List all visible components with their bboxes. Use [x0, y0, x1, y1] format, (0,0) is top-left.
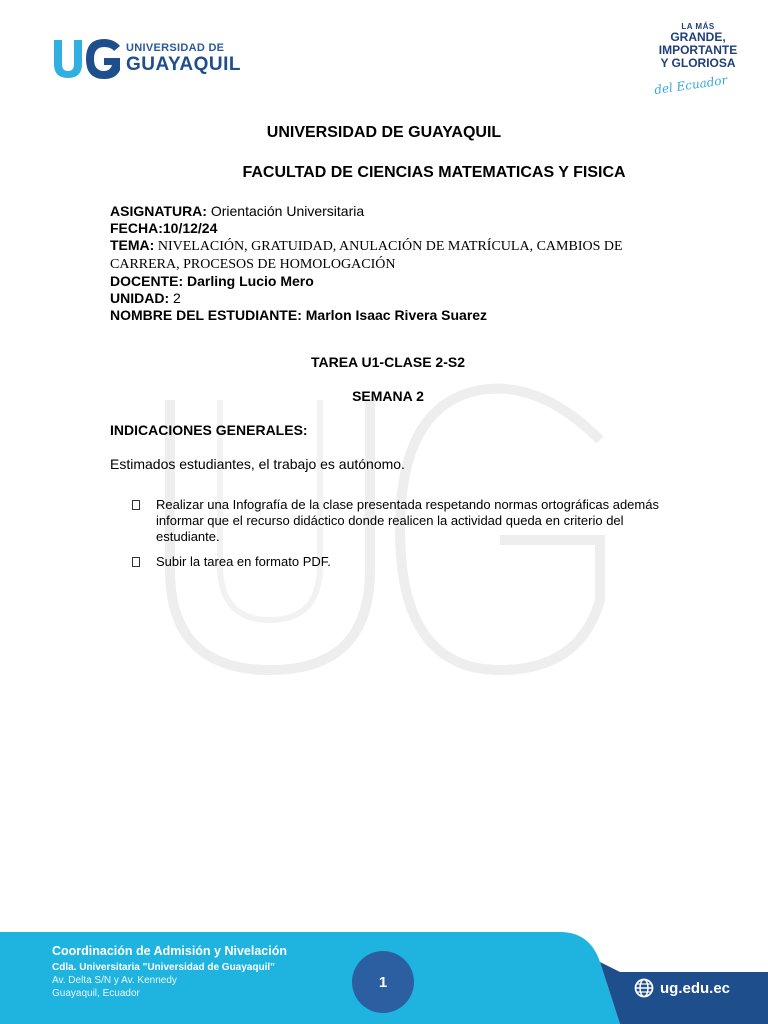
tema-value: NIVELACIÓN, GRATUIDAD, ANULACIÓN DE MATRÍCULA, CAMBIOS DE CARRERA, PROCESOS DE HOMOLOGACIÓN — [110, 239, 623, 272]
website-text: ug.edu.ec — [660, 979, 731, 997]
list-item-text: Realizar una Infografía de la clase presentada respetando normas ortográficas además informar que el recurso didáctico donde realicen la actividad queda en criterio del estudiante. — [156, 497, 659, 544]
footer-line4: Guayaquil, Ecuador — [52, 988, 140, 999]
footer-line3: Av. Delta S/N y Av. Kennedy — [52, 975, 177, 986]
website-link[interactable] — [634, 978, 730, 998]
fecha-row — [110, 220, 670, 237]
ug-logo-icon — [52, 38, 122, 80]
semana-heading: SEMANA 2 — [352, 388, 424, 404]
list-item — [130, 554, 675, 570]
instructions-list — [130, 497, 675, 579]
bullet-icon — [132, 557, 140, 567]
unidad-row — [110, 290, 670, 307]
bullet-icon — [132, 500, 140, 510]
faculty-title: FACULTAD DE CIENCIAS MATEMATICAS Y FISICA — [242, 164, 626, 181]
slogan-line4: Y GLORIOSA — [660, 56, 736, 70]
slogan-logo — [648, 22, 748, 98]
docente-row — [110, 273, 670, 290]
page-number: 1 — [352, 951, 414, 1013]
tarea-heading: TAREA U1-CLASE 2-S2 — [310, 354, 466, 370]
footer-line1: Coordinación de Admisión y Nivelación — [52, 944, 287, 958]
footer-line2: Cdla. Universitaria "Universidad de Guayaquil" — [52, 962, 275, 973]
globe-icon — [634, 978, 654, 998]
unidad-label: UNIDAD: — [110, 290, 170, 306]
asignatura-row — [110, 203, 670, 220]
docente-text: DOCENTE: Darling Lucio Mero — [110, 273, 314, 289]
indicaciones-heading: INDICACIONES GENERALES: — [110, 422, 308, 438]
university-name-city: GUAYAQUIL — [126, 54, 242, 75]
list-item — [130, 497, 675, 545]
tema-row — [110, 237, 670, 273]
list-item-text: Subir la tarea en formato PDF. — [156, 554, 331, 569]
fecha-label: FECHA:10/12/24 — [110, 220, 218, 236]
estimados-text: Estimados estudiantes, el trabajo es autónomo. — [110, 456, 405, 472]
estudiante-text: NOMBRE DEL ESTUDIANTE: Marlon Isaac Rivera Suarez — [110, 307, 488, 323]
slogan-line1: LA MÁS — [681, 22, 715, 31]
tema-label: TEMA: — [110, 237, 155, 253]
slogan-line2: GRANDE, — [670, 30, 726, 44]
university-name-small: UNIVERSIDAD DE — [126, 42, 225, 54]
asignatura-label: ASIGNATURA: — [110, 203, 207, 219]
estudiante-row — [110, 307, 670, 324]
unidad-value: 2 — [169, 290, 181, 306]
document-info — [110, 203, 670, 324]
slogan-script: del Ecuador — [653, 72, 729, 98]
university-logo — [52, 38, 252, 80]
document-title: UNIVERSIDAD DE GUAYAQUIL — [266, 124, 502, 141]
slogan-line3: IMPORTANTE — [658, 43, 738, 57]
asignatura-value: Orientación Universitaria — [206, 203, 365, 219]
